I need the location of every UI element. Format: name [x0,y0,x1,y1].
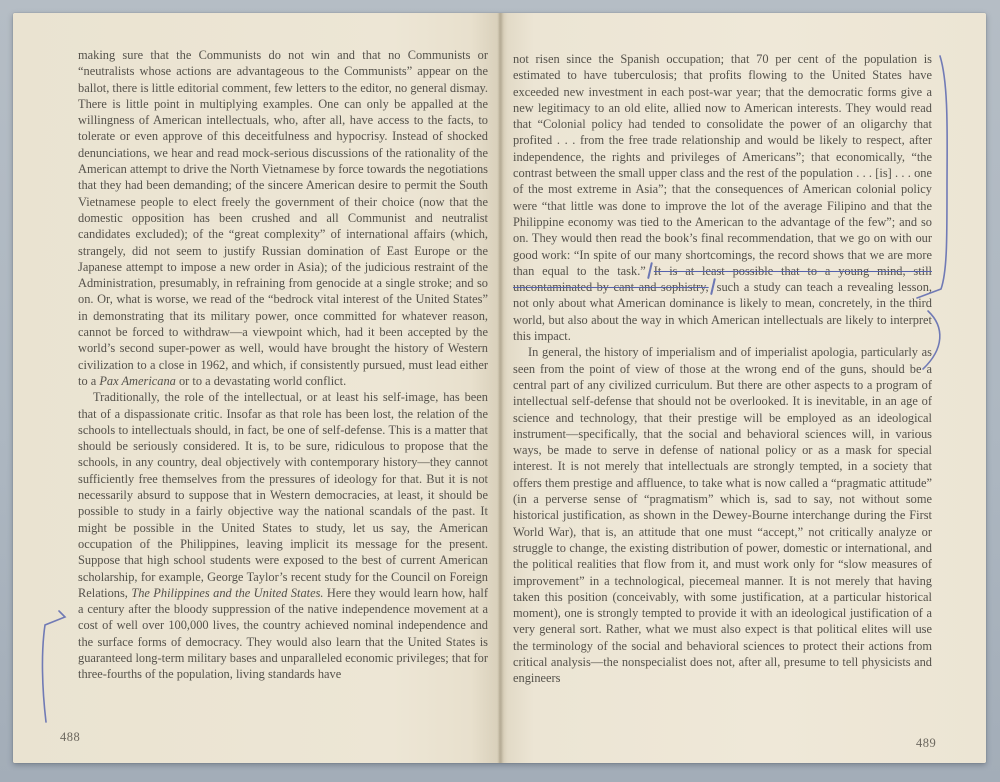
text-segment-normal: Traditionally, the role of the intellectual, or at least his self-image, has been that of a dispassionate critic. Insofar as that role has been lost, the relation of the schools to intellectuals should, in fact, be one of self-defense. This is a matter that should be seriously considered. It is, to be sure, ridiculous to propose that the schools, in any country, deal objectively with contemporary history—they cannot sufficiently free themselves from the pressures of ideology for that. But it is not necessarily absurd to suppose that in Western democracies, at least, it should be possible to study in a fairly objective way the national scandals of the past. It might be possible in the United States to study, let us say, the American occupation of the Philippines, leaving implicit its message for the present. Suppose that high school students were exposed to the best of current American scholarship, for example, George Taylor’s recent study for the Council on Foreign Relations, [78,390,488,600]
text-segment-normal: Here they would learn how, half a century after the bloody suppression of the native independence movement at a cost of well over 100,000 lives, the country achieved nominal independence and the surface forms of democracy. They would also learn that the United States is guaranteed long-term military bases and unparalleled economic privileges; that for three-fourths of the population, living standards have [78,585,488,682]
right-page-text [513,51,932,687]
text-segment-normal: or to a devastating world conflict. [175,373,347,388]
left-page-text [78,47,488,683]
paragraph [513,51,932,344]
text-segment-italic: Pax Americana [99,373,176,388]
page-number-left: 488 [60,730,81,744]
paragraph [78,47,488,389]
paragraph [513,344,932,686]
right-page [500,13,986,763]
left-page [13,13,500,763]
text-segment-italic: The Philippines and the United States. [131,585,324,600]
text-segment-normal: not risen since the Spanish occupation; that 70 per cent of the population is estimated to have tuberculosis; that profits flowing to the United States have exceeded new investment in each post-war year; that the democratic forms give a new legitimacy to an old elite, allied now to American interests. They would read that “Colonial policy had tended to consolidate the power of an oligarchy that profited . . . from the free trade relationship and would be likely to respect, after independence, the rights and privileges of Americans”; that economically, “the contrast between the small upper class and the rest of the population . . . [is] . . . one of the most extreme in Asia”; that the consequences of American colonial policy were “that little was done to improve the lot of the average Filipino and that the Philippine economy was tied to the American to the advantage of the few”; and so on. They would then read the book’s final recommendation, that we go on with our good work: “In spite of our many shortcomings, the record shows that we are more than equal to the task.” [513,52,932,278]
ink-slash-mark [647,264,653,278]
paragraph [78,389,488,682]
ink-slash-mark [710,280,716,294]
text-segment-normal: In general, the history of imperialism and of imperialist apologia, particularly as seen from the point of view of those at the wrong end of the guns, should be a central part of any civilized curriculum. But there are other aspects to a program of intellectual self-defense that should not be overlooked. It is inevitable, in an age of science and technology, that their prestige will be employed as an ideological instrument—specifically, that the social and behavioral sciences will, in various ways, be made to serve in defense of national policy or as a mask for special interest. It is not merely that intellectuals are strongly tempted, in a society that offers them prestige and affluence, to take what is now called a “pragmatic attitude” (in a perverse sense of “pragmatism” which is, sad to say, not without some historical justification, as shown in the Dewey-Bourne interchange during the First World War), that is, an attitude that one must “accept,” not critically analyze or struggle to change, the existing distribution of power, domestic or international, and the political realities that flow from it, and must work only for “slow measures of improvement” in a technological, piecemeal manner. It is not merely that having taken this position (conceivably, with some justification, at a particular historical moment), one is strongly tempted to provide it with an ideological justification of a very general sort. Rather, what we must also expect is that political elites will use the terminology of the social and behavioral sciences to protect their actions from critical analysis—the nonspecialist does not, after all, presume to tell physicists and engineers [513,345,932,686]
book-spread [13,13,986,763]
text-segment-normal: making sure that the Communists do not win and that no Communists or “neutralists whose actions are advantageous to the Communists” appear on the ballot, there is little editorial comment, few letters to the editor, no general dismay. There is little point in multiplying examples. One can only be appalled at the willingness of American intellectuals, who, after all, have access to the facts, to tolerate or even approve of this deceitfulness and hypocrisy. Instead of shocked denunciations, we hear and read mock-serious discussions of the rationality of the American attempt to drive the North Vietnamese by force towards the negotiations that they had been demanding; of the sincere American desire to permit the South Vietnamese people to elect freely the government of their choice (now that the domestic opposition has been crushed and all Communist and neutralist candidates excluded); of the “great complexity” of international affairs (which, strangely, did not seem to justify Russian domination of East Europe or the Japanese attempt to impose a new order in Asia); of the judicious restraint of the Administration, presumably, in refraining from genocide at a single stroke; and so on. Or, what is worse, we read of the “bedrock vital interest of the United States” in demonstrating that its military power, once committed for whatever reason, cannot be forced to withdraw—a viewpoint which, had it been accepted by the world’s second super-power as well, would have brought the history of Western civilization to a close in 1962, and which, if consistently pursued, must lead either to a [78,48,488,388]
text-segment-struck: It is at least possible that to a young mind, still uncontaminated by cant and sophistry, [513,263,932,295]
page-number-right: 489 [916,736,937,750]
text-segment-normal: such a study can teach a revealing lesson, not only about what American dominance is likely to mean, concretely, in the third world, but also about the way in which American intellectuals are likely to interpret this impact. [513,280,932,344]
